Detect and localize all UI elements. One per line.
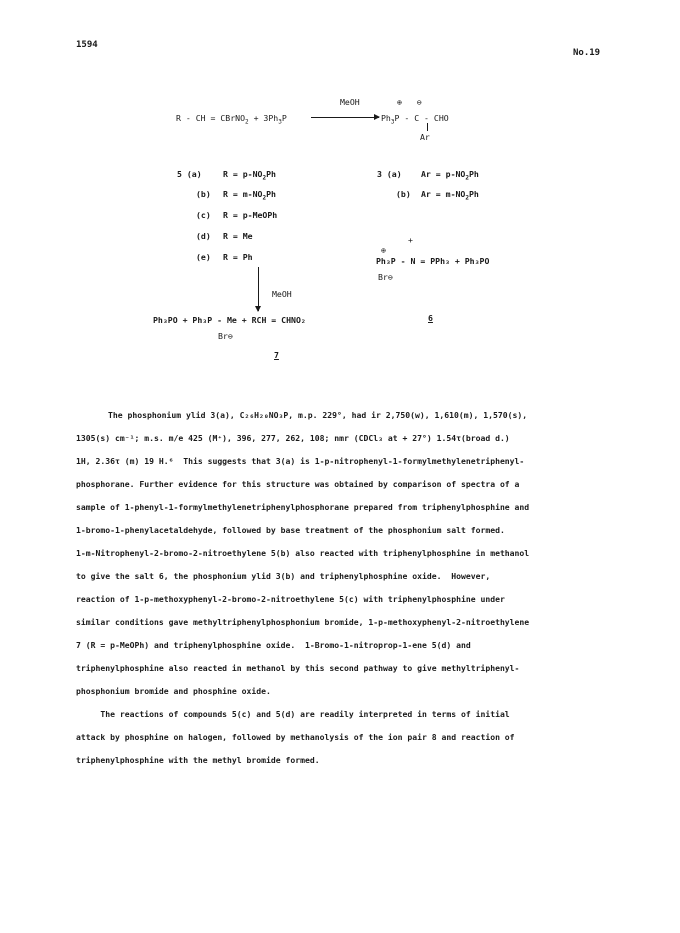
text-line: The phosphonium ylid 3(a), C₂₆H₂₀NO₃P, m.p. 229°, had ir 2,750(w), 1,610(m), 1,570(s), [108,410,528,420]
product-substituent: Ar [420,132,430,142]
compound-5a-label: 5 (a) [177,169,202,179]
reaction-arrow [311,117,379,118]
text-line: phosphonium bromide and phosphine oxide. [76,686,271,696]
product-formula: $Ph_3P$ - C - CHO [381,113,449,126]
compound-3b-label: (b) [396,189,411,199]
compound-5b-label: (b) [196,189,211,199]
reaction-condition: MeOH [340,97,360,107]
compound-5e-label: (e) [196,252,211,262]
text-line: 1-m-Nitrophenyl-2-bromo-2-nitroethylene 5(b) also reacted with triphenylphosphine in methanol [76,548,530,558]
text-line: similar conditions gave methyltriphenylphosphonium bromide, 1-p-methoxyphenyl-2-nitroethylene [76,617,530,627]
bond-line [427,123,428,131]
compound-5b-value: $R = m-NO_2Ph$ [223,189,276,202]
lower-counterion: Br⊖ [218,331,233,341]
text-line: 1305(s) cm⁻¹; m.s. m/e 425 (M⁺), 396, 277, 262, 108; nmr (CDCl₃ at + 27°) 1.54τ(broad d.) [76,433,510,443]
product-charges: ⊕ ⊖ [397,97,422,107]
page-number: 1594 [76,40,98,50]
text-line: phosphorane. Further evidence for this structure was obtained by comparison of spectra of a [76,479,520,489]
lower-condition: MeOH [272,289,292,299]
compound-3b-value: $Ar = m-NO_2Ph$ [421,189,479,202]
lower-products: Ph₃PO + Ph₃P - Me + RCH = CHNO₂ [153,315,306,325]
compound-6-charge: + [408,235,413,245]
text-line: triphenylphosphine with the methyl bromide formed. [76,755,320,765]
reactant-formula: R - CH = CBrNO$_2$ + $3Ph_3P$ [176,113,287,126]
compound-6-formula: Ph₃P - N = PPh₃ + Ph₃PO [376,256,490,266]
compound-5c-label: (c) [196,210,211,220]
text-line: triphenylphosphine also reacted in methanol by this second pathway to give methyltriphenyl- [76,663,520,673]
text-line: 1H, 2.36τ (m) 19 H.⁶ This suggests that 3(a) is 1-p-nitrophenyl-1-formylmethylenetriphenyl- [76,456,525,466]
text-line: attack by phosphine on halogen, followed by methanolysis of the ion pair 8 and reaction of [76,732,515,742]
text-line: 1-bromo-1-phenylacetaldehyde, followed by base treatment of the phosphonium salt formed. [76,525,505,535]
text-line: reaction of 1-p-methoxyphenyl-2-bromo-2-nitroethylene 5(c) with triphenylphosphine under [76,594,505,604]
text-line: The reactions of compounds 5(c) and 5(d) are readily interpreted in terms of initial [76,709,510,719]
compound-5e-value: R = Ph [223,252,253,262]
compound-6-label: 6 [428,313,433,323]
text-line: to give the salt 6, the phosphonium ylid 3(b) and triphenylphosphine oxide. However, [76,571,491,581]
compound-6-charge-symbol: ⊕ [381,245,386,255]
journal-issue: No.19 [573,48,601,58]
compound-3a-value: $Ar = p-NO_2Ph$ [421,169,479,182]
compound-7-label: 7 [274,350,279,360]
text-line: sample of 1-phenyl-1-formylmethylenetriphenylphosphorane prepared from triphenylphosphine and [76,502,530,512]
text-line: 7 (R = p-MeOPh) and triphenylphosphine oxide. 1-Bromo-1-nitroprop-1-ene 5(d) and [76,640,471,650]
compound-5a-value: $R = p-NO_2Ph$ [223,169,276,182]
compound-6-counterion: Br⊖ [378,272,393,282]
compound-3a-label: 3 (a) [377,169,402,179]
downward-arrow [258,267,259,311]
compound-5d-value: R = Me [223,231,253,241]
compound-5d-label: (d) [196,231,211,241]
compound-5c-value: R = p-MeOPh [223,210,278,220]
